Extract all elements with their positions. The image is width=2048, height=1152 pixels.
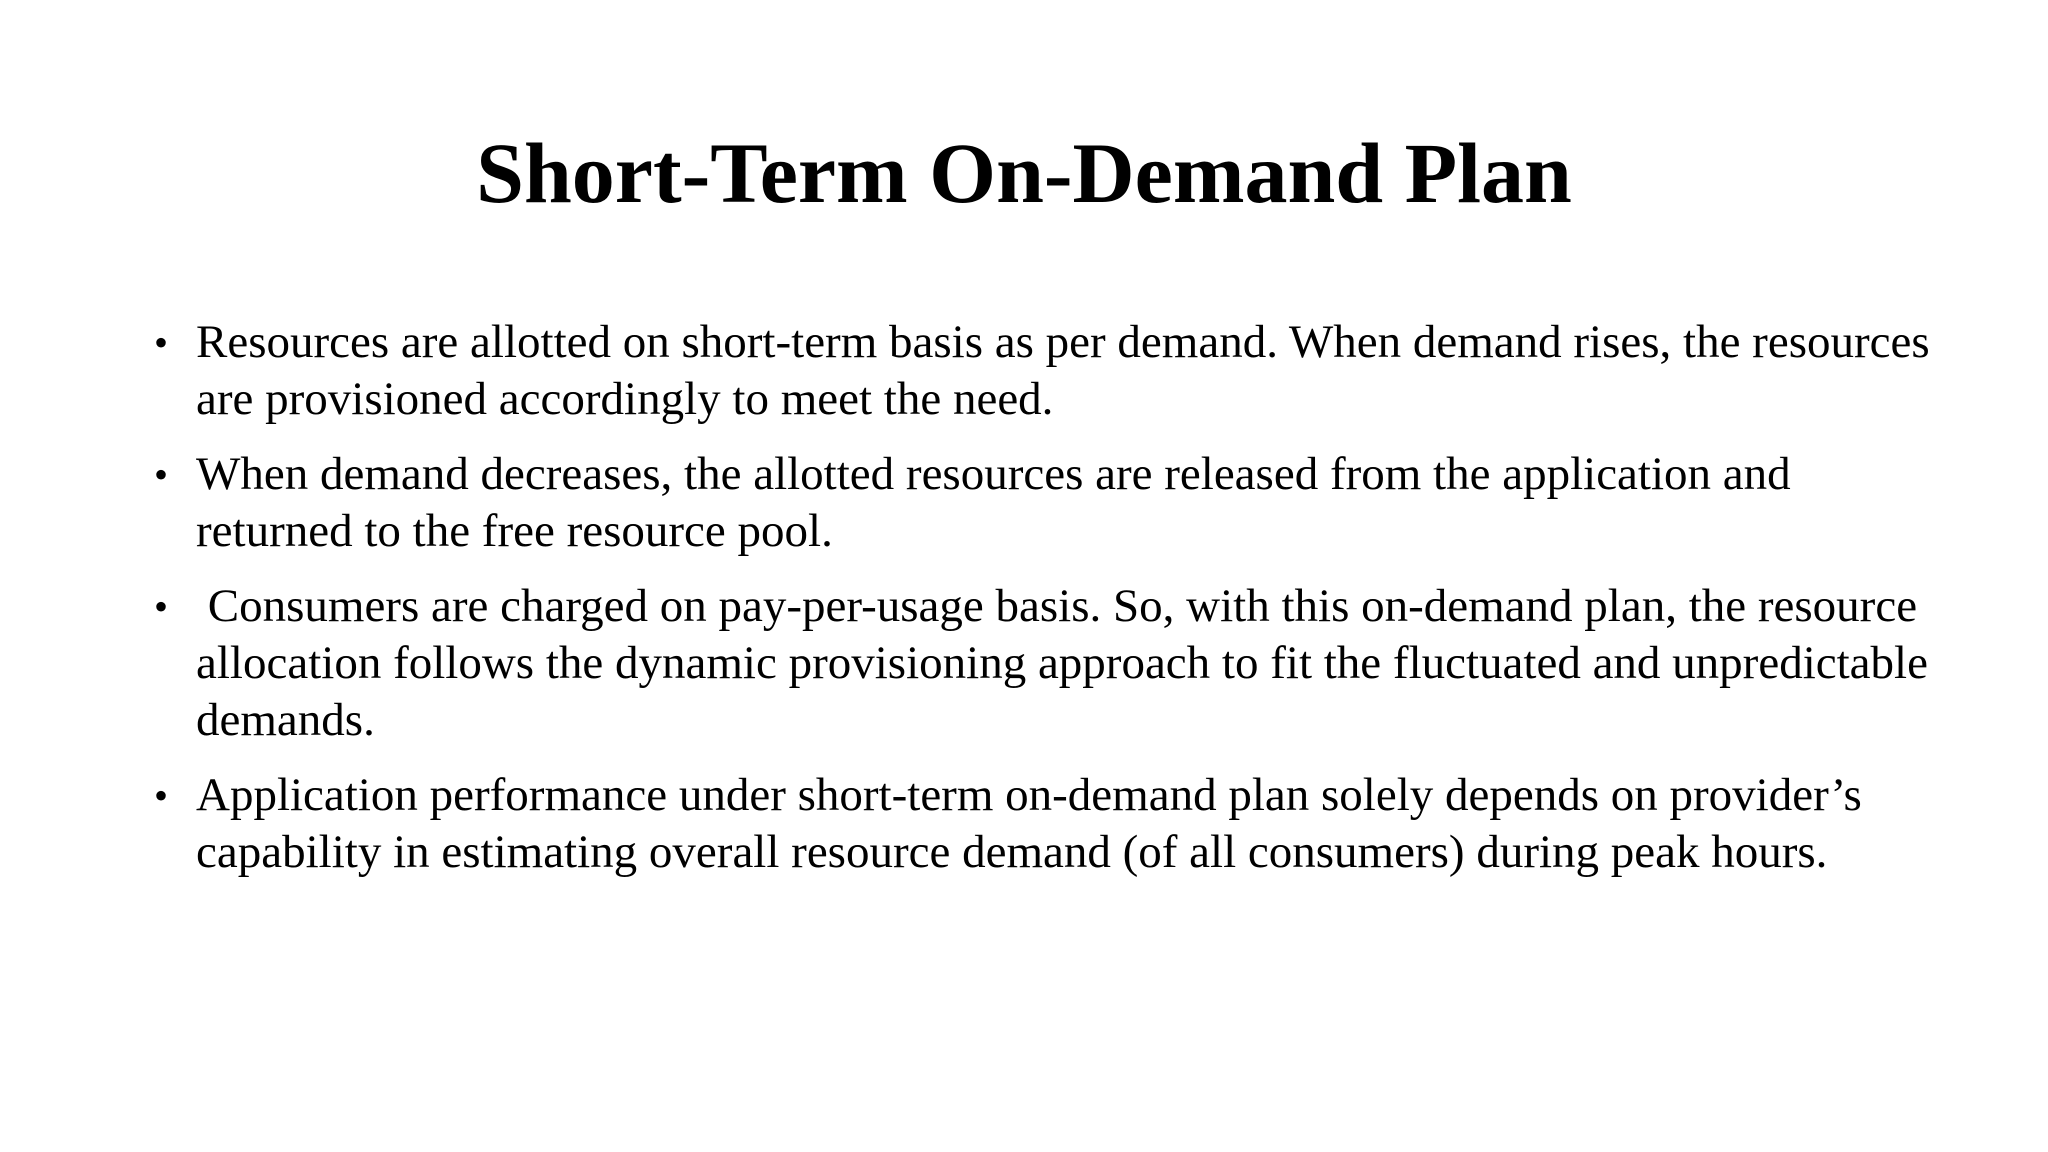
- bullet-list: [152, 314, 1952, 899]
- bullet-text: When demand decreases, the allotted resources are released from the application and returned to the free resource pool.: [196, 448, 1791, 557]
- bullet-item: [152, 578, 1952, 749]
- bullet-text: Resources are allotted on short-term basis as per demand. When demand rises, the resources are provisioned accordingly to meet the need.: [196, 316, 1930, 425]
- bullet-icon: •: [154, 584, 169, 629]
- bullet-icon: •: [154, 320, 169, 365]
- bullet-text: Consumers are charged on pay-per-usage basis. So, with this on-demand plan, the resource allocation follows the dynamic provisioning approach to fit the fluctuated and unpredictable demands.: [196, 580, 1940, 746]
- bullet-item: [152, 314, 1952, 428]
- bullet-text: Application performance under short-term on-demand plan solely depends on provider’s capability in estimating overall resource demand (of all consumers) during peak hours.: [196, 769, 1862, 878]
- bullet-item: [152, 767, 1952, 881]
- bullet-icon: •: [154, 452, 169, 497]
- bullet-icon: •: [154, 773, 169, 818]
- slide-title: Short-Term On-Demand Plan: [476, 125, 1572, 221]
- bullet-item: [152, 446, 1952, 560]
